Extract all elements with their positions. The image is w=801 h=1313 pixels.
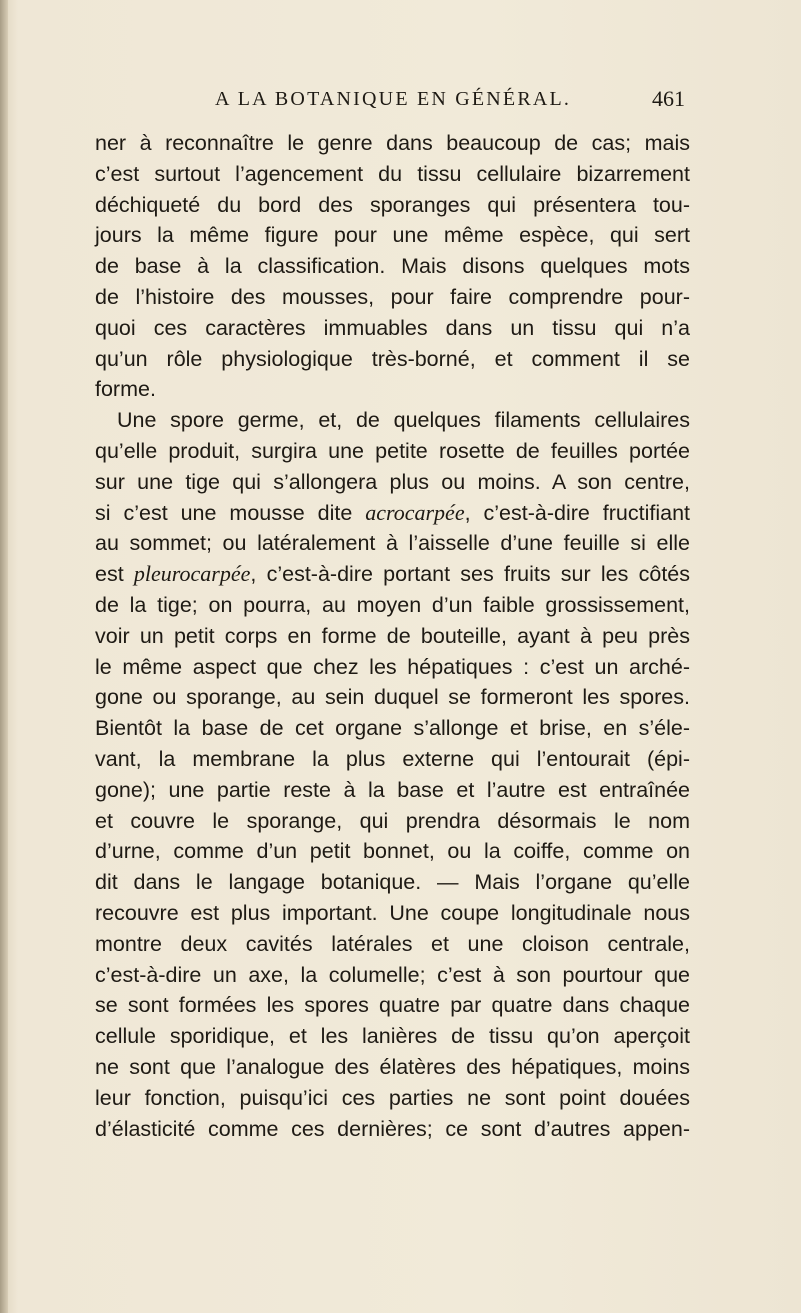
- text-line: d’urne, comme d’un petit bonnet, ou la coiffe, comme on: [95, 839, 690, 864]
- text-line: recouvre est plus important. Une coupe longitudinale nous: [95, 900, 690, 925]
- page-header: [215, 88, 685, 120]
- text-line: vant, la membrane la plus externe qui l’entourait (épi-: [95, 746, 690, 771]
- text-line: ne sont que l’analogue des élatères des hépatiques, moins: [95, 1054, 690, 1079]
- text-line: cellule sporidique, et les lanières de tissu qu’on aperçoit: [95, 1024, 690, 1049]
- text-segment: , c’est-à-dire fructifiant: [464, 500, 690, 525]
- text-line: déchiqueté du bord des sporanges qui présentera tou-: [95, 192, 690, 217]
- text-line: quoi ces caractères immuables dans un tissu qui n’a: [95, 315, 690, 340]
- text-line: de base à la classification. Mais disons quelques mots: [95, 254, 690, 279]
- text-line: d’élasticité comme ces dernières; ce sont d’autres appen-: [95, 1116, 690, 1141]
- text-line: gone ou sporange, au sein duquel se formeront les spores.: [95, 685, 690, 710]
- text-segment: est: [95, 562, 134, 587]
- text-line: de la tige; on pourra, au moyen d’un faible grossissement,: [95, 592, 690, 617]
- text-line-with-italic: [95, 498, 690, 529]
- page-number: 461: [652, 86, 685, 111]
- text-segment: si c’est une mousse dite: [95, 500, 366, 525]
- paragraph-start-line: Une spore germe, et, de quelques filaments cellulaires: [117, 408, 690, 433]
- text-line: le même aspect que chez les hépatiques : c’est un arché-: [95, 654, 690, 679]
- text-line: dit dans le langage botanique. — Mais l’organe qu’elle: [95, 870, 690, 895]
- running-title: A LA BOTANIQUE EN GÉNÉRAL.: [215, 88, 572, 110]
- text-line: forme.: [95, 377, 156, 402]
- text-line: ner à reconnaître le genre dans beaucoup de cas; mais: [95, 131, 690, 155]
- text-segment: , c’est-à-dire portant ses fruits sur les côtés: [250, 562, 690, 587]
- text-line: qu’un rôle physiologique très-borné, et comment il se: [95, 346, 690, 371]
- text-line: se sont formées les spores quatre par quatre dans chaque: [95, 993, 690, 1018]
- text-line: voir un petit corps en forme de bouteille, ayant à peu près: [95, 623, 690, 648]
- text-line: gone); une partie reste à la base et l’autre est entraînée: [95, 777, 690, 802]
- text-line-with-italic: [95, 559, 690, 590]
- italic-term: pleurocarpée: [133, 561, 251, 587]
- text-line: Bientôt la base de cet organe s’allonge et brise, en s’éle-: [95, 716, 690, 741]
- text-line: de l’histoire des mousses, pour faire comprendre pour-: [95, 284, 690, 309]
- text-line: au sommet; ou latéralement à l’aisselle d’une feuille si elle: [95, 531, 690, 556]
- body-text: [95, 128, 690, 1144]
- text-line: jours la même figure pour une même espèce, qui sert: [95, 223, 690, 248]
- text-line: montre deux cavités latérales et une cloison centrale,: [95, 931, 690, 956]
- text-line: qu’elle produit, surgira une petite rosette de feuilles portée: [95, 438, 690, 463]
- italic-term: acrocarpée: [365, 499, 465, 525]
- text-line: sur une tige qui s’allongera plus ou moins. A son centre,: [95, 469, 690, 494]
- text-line: et couvre le sporange, qui prendra désormais le nom: [95, 808, 690, 833]
- text-line: c’est-à-dire un axe, la columelle; c’est à son pourtour que: [95, 962, 690, 987]
- text-line: leur fonction, puisqu’ici ces parties ne sont point douées: [95, 1085, 690, 1110]
- page-binding-edge: [0, 0, 8, 1313]
- text-line: c’est surtout l’agencement du tissu cellulaire bizarrement: [95, 161, 690, 186]
